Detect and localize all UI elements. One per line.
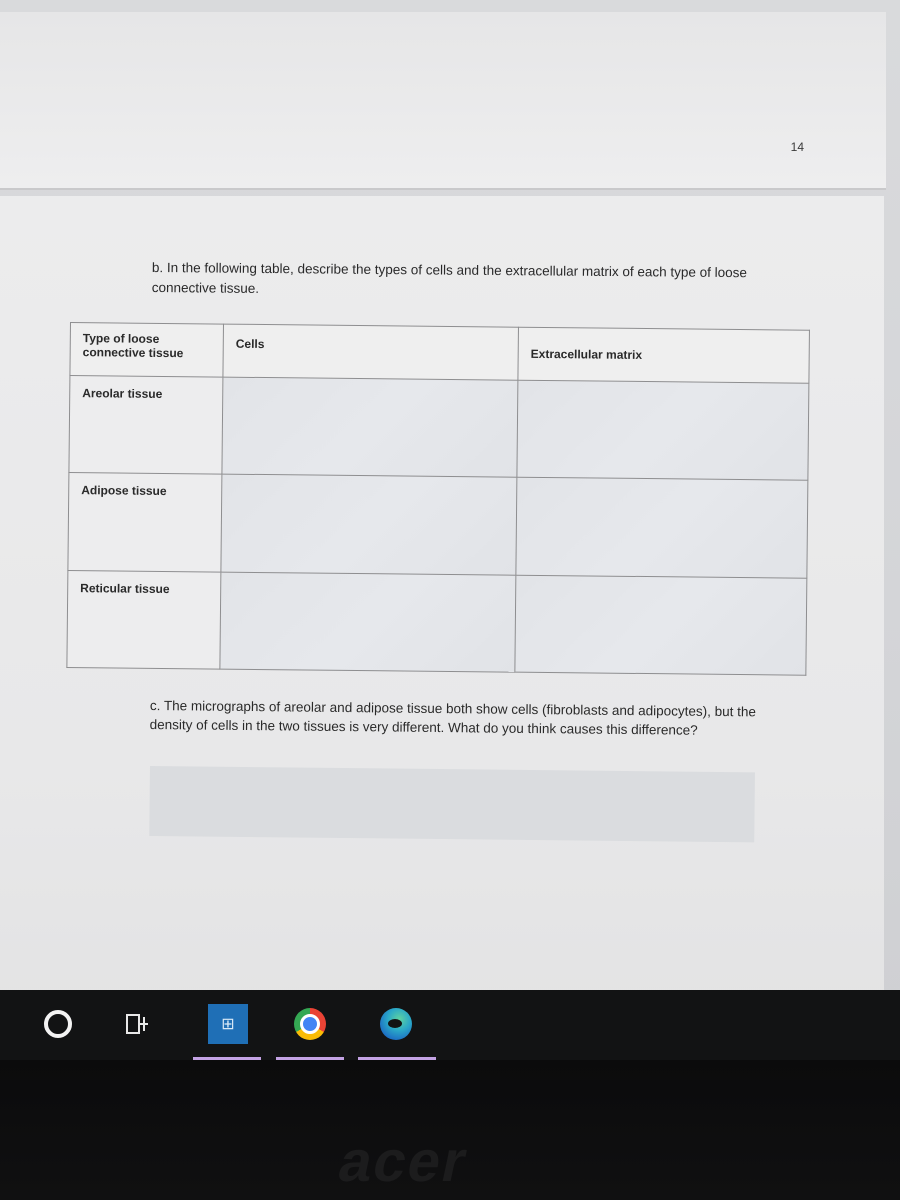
- table-row: [69, 376, 809, 481]
- chrome-icon[interactable]: [290, 1004, 330, 1044]
- reticular-matrix-field[interactable]: [515, 575, 807, 675]
- row-label-areolar: Areolar tissue: [69, 376, 223, 475]
- edge-icon[interactable]: [376, 1004, 416, 1044]
- taskbar: [0, 990, 900, 1060]
- brand-logo: acer: [333, 1129, 475, 1194]
- table-row: [68, 473, 808, 578]
- table-header-row: [70, 323, 810, 384]
- question-b-text: b. In the following table, describe the types of cells and the extracellular matrix of each type of loose connective tissue.: [151, 259, 748, 296]
- row-label-adipose: Adipose tissue: [68, 473, 222, 572]
- cortana-icon[interactable]: [38, 1004, 78, 1044]
- adipose-matrix-field[interactable]: [516, 478, 808, 578]
- question-c-text: c. The micrographs of areolar and adipose tissue both show cells (fibroblasts and adipocytes), but the density of cells in the two tissues is very different. What do you think causes this difference?: [149, 697, 757, 738]
- header-extracellular-matrix: Extracellular matrix: [518, 327, 810, 383]
- table-row: [67, 570, 807, 675]
- question-c-answer-field[interactable]: [149, 766, 755, 842]
- task-view-icon[interactable]: [116, 1004, 156, 1044]
- header-type: Type of loose connective tissue: [70, 323, 224, 378]
- page-number: 14: [790, 140, 804, 154]
- row-label-reticular: Reticular tissue: [67, 570, 221, 669]
- microsoft-store-icon[interactable]: ⊞: [208, 1004, 248, 1044]
- reticular-cells-field[interactable]: [220, 572, 516, 672]
- areolar-cells-field[interactable]: [222, 377, 518, 477]
- areolar-matrix-field[interactable]: [517, 380, 809, 480]
- adipose-cells-field[interactable]: [221, 474, 517, 574]
- previous-page: [0, 12, 886, 190]
- tissue-table: [66, 322, 810, 676]
- header-cells: Cells: [223, 324, 519, 380]
